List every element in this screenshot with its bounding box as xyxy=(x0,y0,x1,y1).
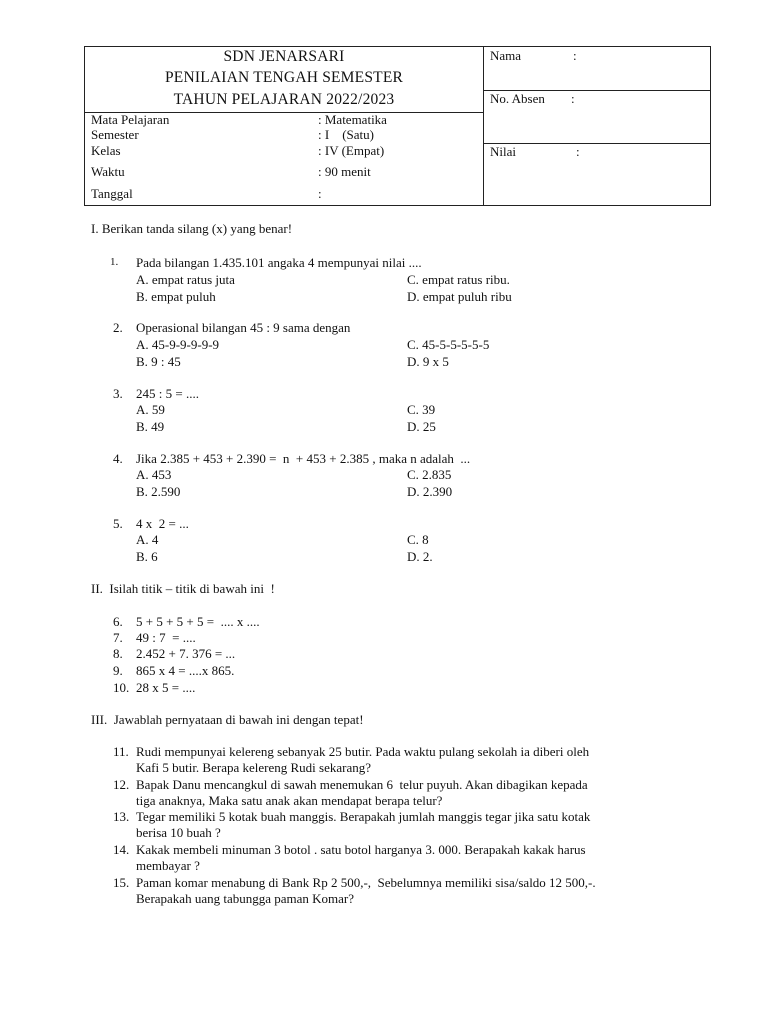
item10-text[interactable]: 28 x 5 = .... xyxy=(136,680,196,695)
q3-option-d[interactable]: D. 25 xyxy=(407,419,436,434)
q2-number: 2. xyxy=(113,320,123,335)
field-value-class: : IV (Empat) xyxy=(318,143,385,158)
q3-option-a[interactable]: A. 59 xyxy=(136,402,165,417)
section1-heading: I. Berikan tanda silang (x) yang benar! xyxy=(91,221,293,236)
field-label-time: Waktu xyxy=(91,164,125,179)
q2-option-a[interactable]: A. 45-9-9-9-9-9 xyxy=(136,337,220,352)
exam-title: PENILAIAN TENGAH SEMESTER xyxy=(164,69,404,86)
item12-number: 12. xyxy=(113,777,130,792)
header-divider-absen xyxy=(483,143,710,144)
q2-option-c[interactable]: C. 45-5-5-5-5-5 xyxy=(407,337,490,352)
q5-option-b[interactable]: B. 6 xyxy=(136,549,158,564)
q4-option-a[interactable]: A. 453 xyxy=(136,467,172,482)
item9-text[interactable]: 865 x 4 = ....x 865. xyxy=(136,663,235,678)
item14-line2: membayar ? xyxy=(136,858,200,873)
header-box xyxy=(84,46,711,206)
q5-option-d[interactable]: D. 2. xyxy=(407,549,433,564)
field-label-class: Kelas xyxy=(91,143,121,158)
school-name: SDN JENARSARI xyxy=(223,48,345,65)
field-label-name: Nama xyxy=(490,48,522,63)
section3-heading: III. Jawablah pernyataan di bawah ini dengan tepat! xyxy=(91,712,364,727)
q2-option-b[interactable]: B. 9 : 45 xyxy=(136,354,181,369)
q1-number: 1. xyxy=(110,256,119,268)
q1-option-a[interactable]: A. empat ratus juta xyxy=(136,272,235,287)
q4-option-c[interactable]: C. 2.835 xyxy=(407,467,452,482)
q2-text: Operasional bilangan 45 : 9 sama dengan xyxy=(136,320,351,335)
section2-heading: II. Isilah titik – titik di bawah ini ! xyxy=(91,581,275,596)
header-divider-vertical xyxy=(483,47,484,205)
q3-option-c[interactable]: C. 39 xyxy=(407,402,436,417)
item13-line2: berisa 10 buah ? xyxy=(136,825,221,840)
item15-line2: Berapakah uang tabungga paman Komar? xyxy=(136,891,355,906)
item14-line1: Kakak membeli minuman 3 botol . satu botol harganya 3. 000. Berapakah kakak harus xyxy=(136,842,586,857)
q1-text: Pada bilangan 1.435.101 angaka 4 mempunyai nilai .... xyxy=(136,255,422,270)
q5-option-a[interactable]: A. 4 xyxy=(136,532,159,547)
academic-year: TAHUN PELAJARAN 2022/2023 xyxy=(173,91,395,108)
item6-text[interactable]: 5 + 5 + 5 + 5 = .... x .... xyxy=(136,614,260,629)
q5-option-c[interactable]: C. 8 xyxy=(407,532,429,547)
q1-option-c[interactable]: C. empat ratus ribu. xyxy=(407,272,510,287)
field-label-subject: Mata Pelajaran xyxy=(91,112,170,127)
q4-option-b[interactable]: B. 2.590 xyxy=(136,484,181,499)
item11-line2: Kafi 5 butir. Berapa kelereng Rudi sekarang? xyxy=(136,760,371,775)
field-colon-name[interactable]: : xyxy=(573,48,577,63)
item8-number: 8. xyxy=(113,646,123,661)
q5-number: 5. xyxy=(113,516,123,531)
field-label-date: Tanggal xyxy=(91,186,133,201)
q3-number: 3. xyxy=(113,386,123,401)
field-value-time: : 90 menit xyxy=(318,164,371,179)
q3-text: 245 : 5 = .... xyxy=(136,386,199,401)
q3-option-b[interactable]: B. 49 xyxy=(136,419,165,434)
q1-option-b[interactable]: B. empat puluh xyxy=(136,289,216,304)
field-colon-score[interactable]: : xyxy=(576,144,580,159)
item9-number: 9. xyxy=(113,663,123,678)
q1-option-d[interactable]: D. empat puluh ribu xyxy=(407,289,512,304)
item12-line1: Bapak Danu mencangkul di sawah menemukan 6 telur puyuh. Akan dibagikan kepada xyxy=(136,777,588,792)
q2-option-d[interactable]: D. 9 x 5 xyxy=(407,354,449,369)
item11-line1: Rudi mempunyai kelereng sebanyak 25 butir. Pada waktu pulang sekolah ia diberi oleh xyxy=(136,744,590,759)
q4-option-d[interactable]: D. 2.390 xyxy=(407,484,453,499)
q4-number: 4. xyxy=(113,451,123,466)
field-label-absen: No. Absen xyxy=(490,91,545,106)
field-value-subject: : Matematika xyxy=(318,112,387,127)
item15-number: 15. xyxy=(113,875,130,890)
item14-number: 14. xyxy=(113,842,130,857)
q4-text: Jika 2.385 + 453 + 2.390 = n + 453 + 2.385 , maka n adalah ... xyxy=(136,451,471,466)
item7-number: 7. xyxy=(113,630,123,645)
item13-number: 13. xyxy=(113,809,130,824)
item6-number: 6. xyxy=(113,614,123,629)
item7-text[interactable]: 49 : 7 = .... xyxy=(136,630,196,645)
field-colon-absen[interactable]: : xyxy=(571,91,575,106)
item12-line2: tiga anaknya, Maka satu anak akan mendapat berapa telur? xyxy=(136,793,443,808)
item8-text[interactable]: 2.452 + 7. 376 = ... xyxy=(136,646,236,661)
q5-text: 4 x 2 = ... xyxy=(136,516,189,531)
item10-number: 10. xyxy=(113,680,130,695)
field-value-semester: : I (Satu) xyxy=(318,127,374,142)
field-label-semester: Semester xyxy=(91,127,139,142)
field-value-date: : xyxy=(318,186,322,201)
item15-line1: Paman komar menabung di Bank Rp 2 500,-, Sebelumnya memiliki sisa/saldo 12 500,-. xyxy=(136,875,596,890)
field-label-score: Nilai xyxy=(490,144,516,159)
item11-number: 11. xyxy=(113,744,129,759)
item13-line1: Tegar memiliki 5 kotak buah manggis. Berapakah jumlah manggis tegar jika satu kotak xyxy=(136,809,591,824)
